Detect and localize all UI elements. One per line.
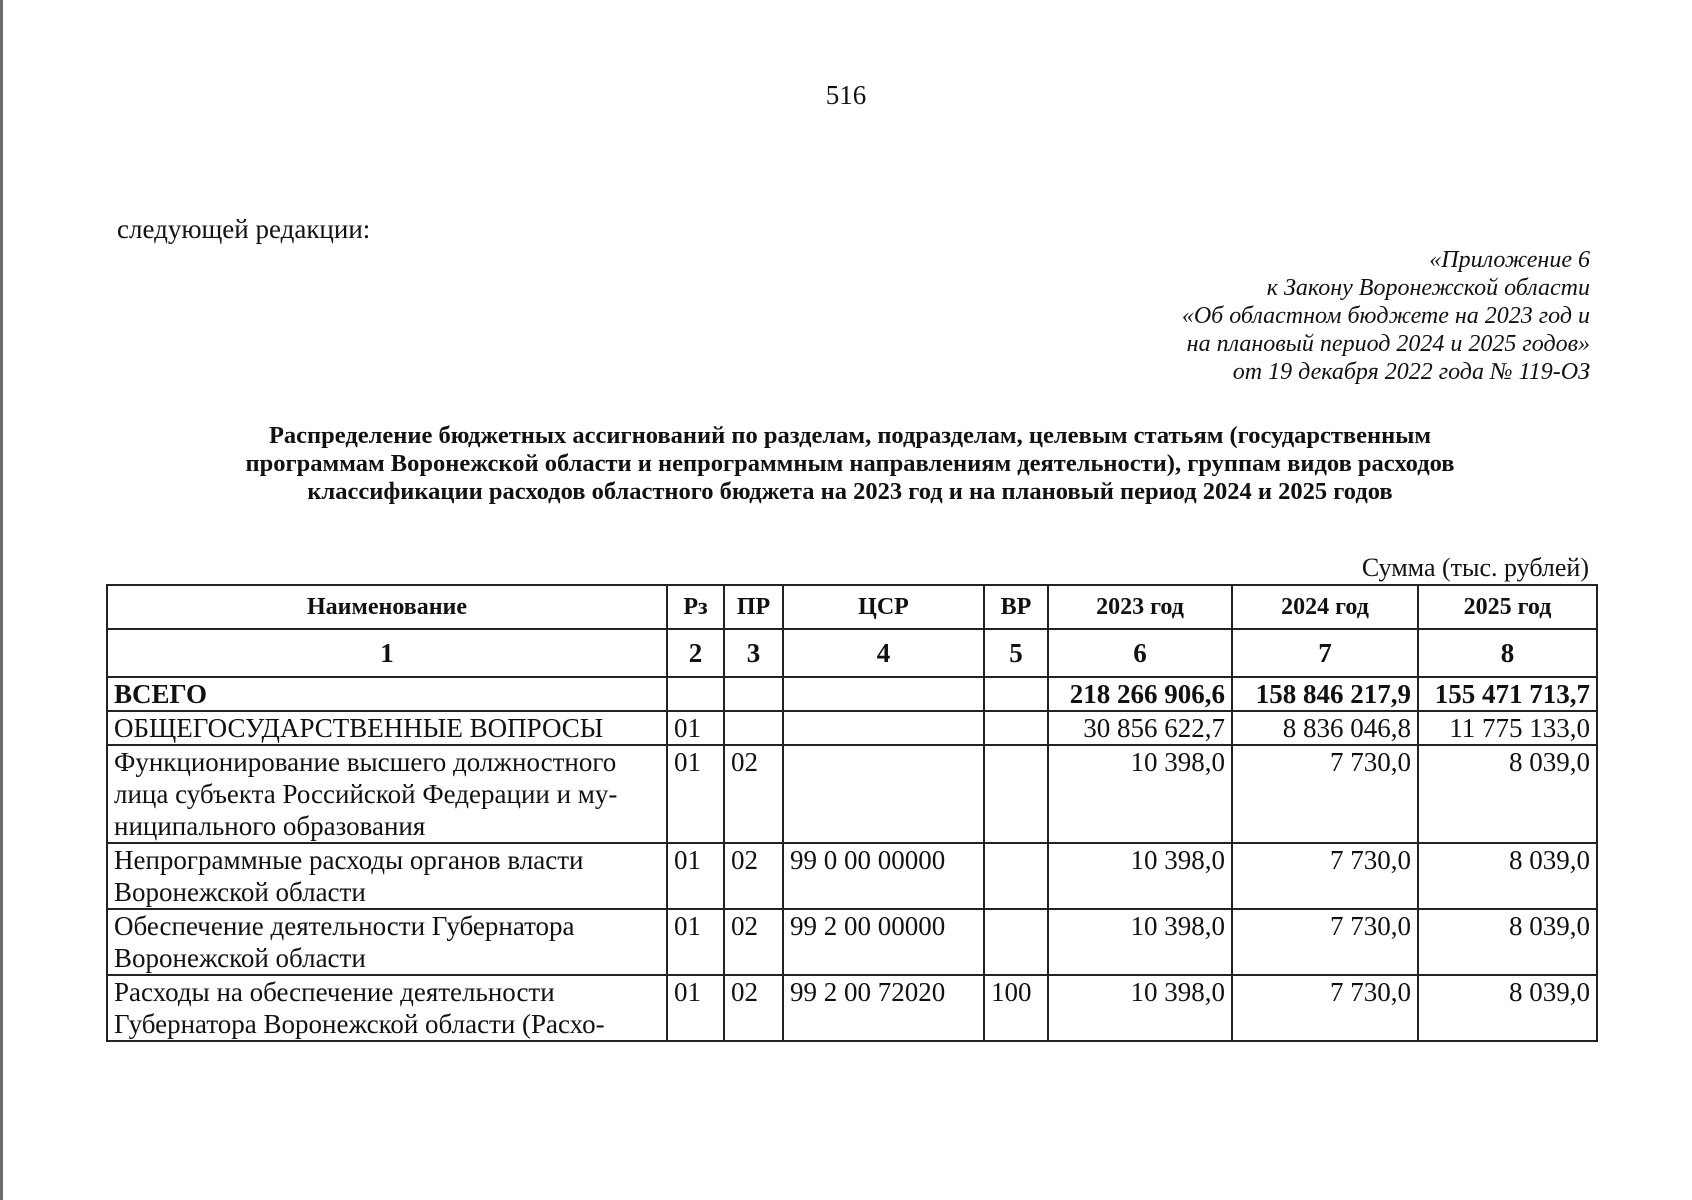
- cell-vr: [984, 909, 1048, 975]
- cell-rz: 01: [667, 975, 724, 1041]
- cell-name: ОБЩЕГОСУДАРСТВЕННЫЕ ВОПРОСЫ: [107, 711, 667, 745]
- cell-2025: 11 775 133,0: [1418, 711, 1597, 745]
- column-number: 3: [724, 629, 783, 677]
- header-row: [107, 585, 1597, 629]
- cell-2024: 7 730,0: [1232, 975, 1418, 1041]
- header-vr: ВР: [984, 585, 1048, 629]
- header-pr: ПР: [724, 585, 783, 629]
- cell-pr: 02: [724, 843, 783, 909]
- table-row: [107, 711, 1597, 745]
- cell-2024: 7 730,0: [1232, 745, 1418, 843]
- document-title: [120, 422, 1580, 506]
- cell-pr: 02: [724, 975, 783, 1041]
- appendix-reference: [1182, 246, 1590, 386]
- cell-2024: 8 836 046,8: [1232, 711, 1418, 745]
- cell-2024: 158 846 217,9: [1232, 677, 1418, 711]
- title-line: Распределение бюджетных ассигнований по разделам, подразделам, целевым статьям (государственным: [268, 422, 1432, 449]
- cell-name: [107, 975, 667, 1041]
- units-label: Сумма (тыс. рублей): [1361, 553, 1589, 582]
- title-line: программам Воронежской области и непрограммным направлениям деятельности), группам видов расходов: [245, 450, 1455, 477]
- title-line: классификации расходов областного бюджета на 2023 год и на плановый период 2024 и 2025 годов: [307, 478, 1393, 505]
- column-number: 7: [1232, 629, 1418, 677]
- cell-name-text: Расходы на обеспечение деятельности Губернатора Воронежской области (Расхо-: [114, 977, 605, 1039]
- appendix-line: от 19 декабря 2022 года № 119-ОЗ: [1232, 359, 1590, 385]
- cell-vr: [984, 677, 1048, 711]
- scan-edge: [0, 0, 3, 1200]
- cell-csr: [783, 745, 984, 843]
- header-csr: ЦСР: [783, 585, 984, 629]
- header-2023: 2023 год: [1048, 585, 1232, 629]
- cell-rz: [667, 677, 724, 711]
- cell-2023: 30 856 622,7: [1048, 711, 1232, 745]
- cell-2023: 10 398,0: [1048, 843, 1232, 909]
- header-2025: 2025 год: [1418, 585, 1597, 629]
- cell-2025: 8 039,0: [1418, 843, 1597, 909]
- column-number: 1: [107, 629, 667, 677]
- table-row: [107, 843, 1597, 909]
- table-row: [107, 975, 1597, 1041]
- cell-vr: [984, 745, 1048, 843]
- cell-pr: 02: [724, 909, 783, 975]
- cell-2025: 8 039,0: [1418, 975, 1597, 1041]
- appendix-line: на плановый период 2024 и 2025 годов»: [1186, 331, 1590, 357]
- budget-table: [106, 584, 1598, 1042]
- cell-2023: 10 398,0: [1048, 975, 1232, 1041]
- cell-2025: 155 471 713,7: [1418, 677, 1597, 711]
- appendix-line: «Приложение 6: [1429, 247, 1590, 273]
- cell-vr: [984, 843, 1048, 909]
- cell-pr: [724, 677, 783, 711]
- cell-2024: 7 730,0: [1232, 909, 1418, 975]
- cell-rz: 01: [667, 711, 724, 745]
- cell-vr: [984, 711, 1048, 745]
- appendix-line: «Об областном бюджете на 2023 год и: [1181, 303, 1590, 329]
- page-number: 516: [825, 80, 867, 110]
- cell-name: Непрограммные расходы органов власти Воронежской области: [107, 843, 667, 909]
- cell-vr: 100: [984, 975, 1048, 1041]
- column-number: 2: [667, 629, 724, 677]
- cell-name: Функционирование высшего должностного лица субъекта Российской Федерации и му-ниципального образования: [107, 745, 667, 843]
- table-row: [107, 909, 1597, 975]
- cell-csr: [783, 711, 984, 745]
- cell-2025: 8 039,0: [1418, 909, 1597, 975]
- intro-text: следующей редакции:: [117, 214, 371, 244]
- cell-2023: 10 398,0: [1048, 909, 1232, 975]
- header-rz: Рз: [667, 585, 724, 629]
- cell-2023: 218 266 906,6: [1048, 677, 1232, 711]
- cell-csr: 99 2 00 00000: [783, 909, 984, 975]
- cell-name: Обеспечение деятельности Губернатора Воронежской области: [107, 909, 667, 975]
- column-number: 8: [1418, 629, 1597, 677]
- table-row-total: [107, 677, 1597, 711]
- cell-2023: 10 398,0: [1048, 745, 1232, 843]
- header-name: Наименование: [107, 585, 667, 629]
- cell-rz: 01: [667, 909, 724, 975]
- cell-rz: 01: [667, 843, 724, 909]
- column-number: 5: [984, 629, 1048, 677]
- cell-2025: 8 039,0: [1418, 745, 1597, 843]
- cell-pr: 02: [724, 745, 783, 843]
- table-row: [107, 745, 1597, 843]
- column-number-row: [107, 629, 1597, 677]
- cell-pr: [724, 711, 783, 745]
- cell-csr: [783, 677, 984, 711]
- cell-csr: 99 0 00 00000: [783, 843, 984, 909]
- cell-rz: 01: [667, 745, 724, 843]
- header-2024: 2024 год: [1232, 585, 1418, 629]
- column-number: 6: [1048, 629, 1232, 677]
- cell-csr: 99 2 00 72020: [783, 975, 984, 1041]
- column-number: 4: [783, 629, 984, 677]
- appendix-line: к Закону Воронежской области: [1266, 275, 1590, 301]
- cell-name: ВСЕГО: [107, 677, 667, 711]
- cell-2024: 7 730,0: [1232, 843, 1418, 909]
